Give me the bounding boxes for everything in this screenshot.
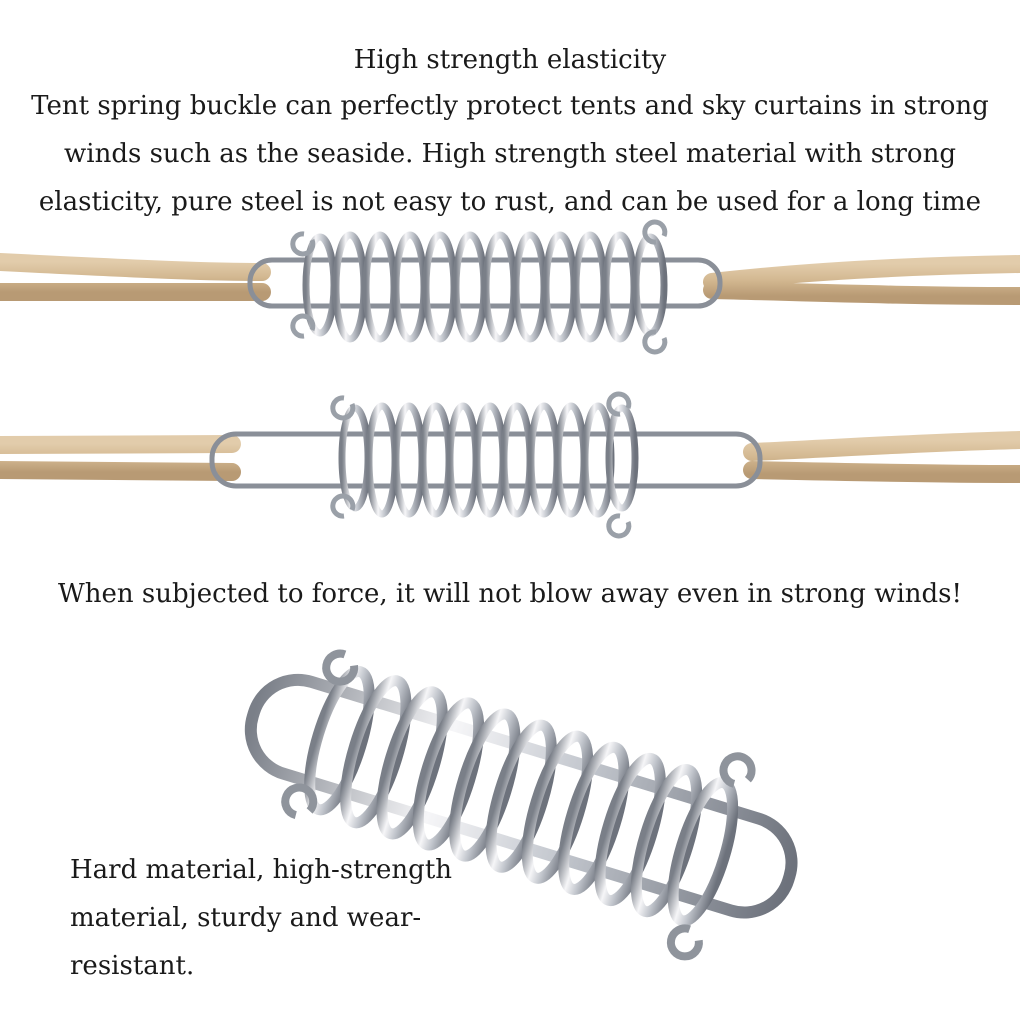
coils-2: [342, 406, 635, 514]
middle-caption: When subjected to force, it will not blow away even in strong winds!: [58, 579, 962, 609]
heading: High strength elasticity: [353, 45, 667, 75]
coils-1: [306, 235, 664, 339]
rope-right-2: [752, 440, 1020, 474]
spring-buckle-2: [0, 394, 1020, 536]
rope-right-1: [712, 264, 1020, 296]
rope-left-1: [0, 262, 262, 292]
wire-frame-2: [212, 434, 760, 486]
rope-left-2: [0, 444, 232, 472]
intro-paragraph: Tent spring buckle can perfectly protect tents and sky curtains in strong winds such as the seaside. High strength steel material with strong elasticity, pure steel is not easy to rust, and can be used for a long time: [31, 91, 989, 217]
spring-buckle-1: [0, 222, 1020, 352]
bottom-caption: Hard material, high-strength material, sturdy and wear-resistant.: [70, 855, 453, 981]
